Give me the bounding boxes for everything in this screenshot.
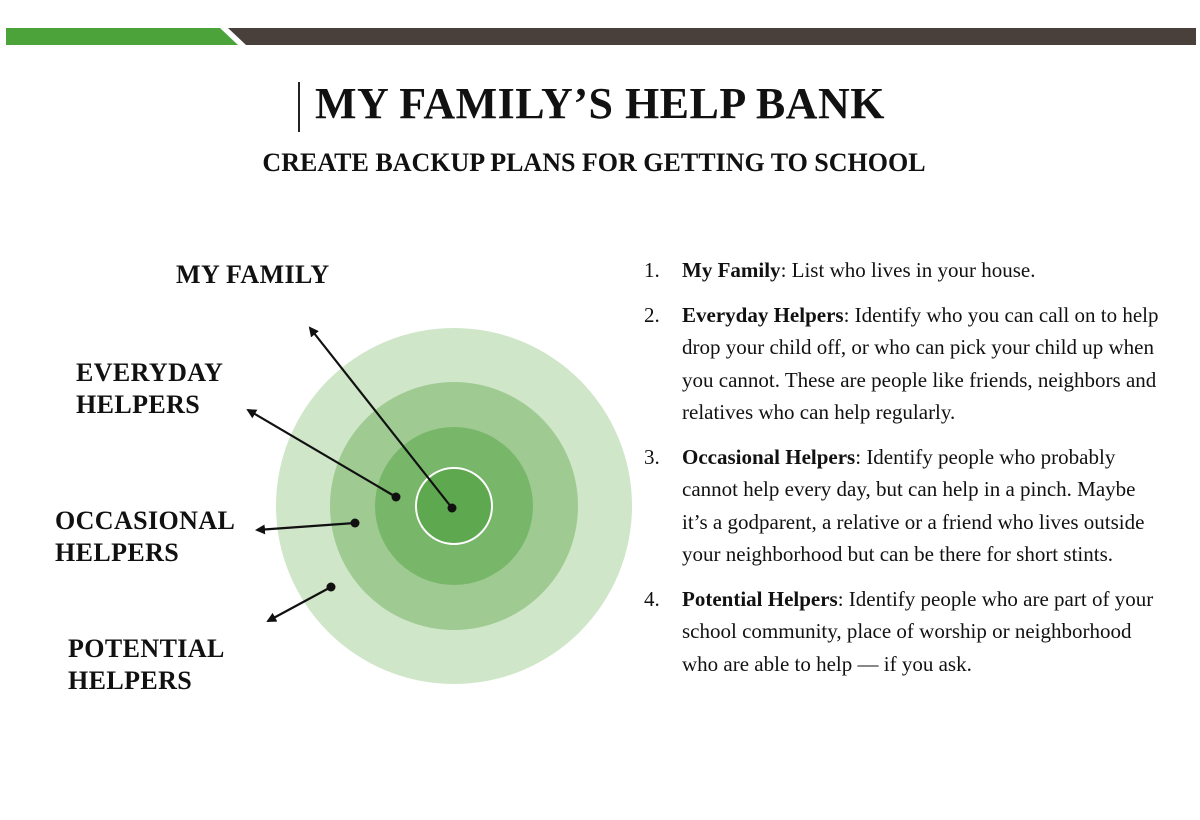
step-text: : Identify who you can call on to help drop your child off, or who can pick your child up when you cannot. These are people like friends, neighbors and relatives who can help regularly.	[682, 302, 1159, 424]
label-potential-line1: POTENTIAL	[68, 634, 225, 663]
label-occasional-line2: HELPERS	[55, 538, 180, 567]
step-heading: Potential Helpers	[682, 586, 838, 611]
list-item	[640, 254, 1160, 287]
label-everyday-line1: EVERYDAY	[76, 358, 224, 387]
step-number: 3.	[644, 444, 660, 469]
header-decorative-bar	[0, 0, 1200, 50]
page-title: MY FAMILY’S HELP BANK	[315, 79, 885, 128]
step-number: 2.	[644, 302, 660, 327]
header-bar-green-segment	[6, 28, 238, 45]
step-number: 4.	[644, 586, 660, 611]
label-occasional-line1: OCCASIONAL	[55, 506, 236, 535]
page-subtitle: CREATE BACKUP PLANS FOR GETTING TO SCHOOL	[262, 148, 926, 177]
header-bar-dark-segment	[228, 28, 1196, 45]
list-item	[640, 441, 1160, 571]
help-bank-diagram	[0, 240, 640, 710]
list-item	[640, 583, 1160, 681]
step-number: 1.	[644, 258, 660, 282]
instruction-list	[640, 254, 1160, 692]
list-item	[640, 299, 1160, 429]
label-potential-line2: HELPERS	[68, 666, 193, 695]
step-heading: Occasional Helpers	[682, 444, 856, 469]
step-heading: Everyday Helpers	[682, 302, 844, 327]
step-text: : Identify people who are part of your school community, place of worship or neighborhood who are able to help — if you ask.	[682, 586, 1154, 676]
step-text: : Identify people who probably cannot help every day, but can help in a pinch. Maybe it’s a godparent, a relative or a friend who lives outside your neighborhood but can be there for short stints.	[682, 444, 1145, 566]
label-my-family: MY FAMILY	[176, 260, 330, 289]
step-text: : List who lives in your house.	[780, 258, 1036, 282]
label-everyday-line2: HELPERS	[76, 390, 201, 419]
step-heading: My Family	[682, 258, 781, 282]
